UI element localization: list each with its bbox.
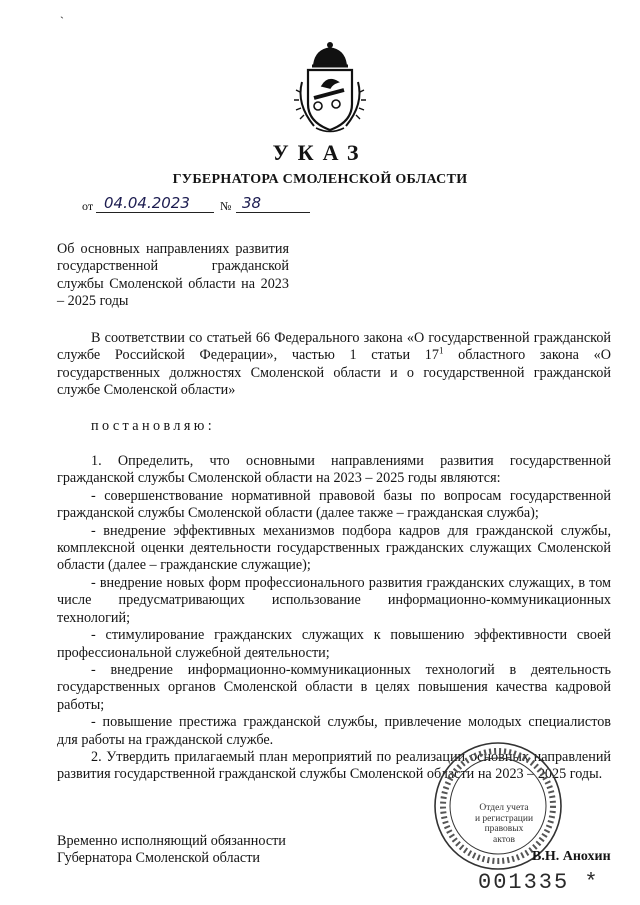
scan-mark: `: [60, 14, 64, 28]
list-item: - повышение престижа гражданской службы, привлечение молодых специалистов для работы на гражданской службе.: [57, 714, 611, 748]
list-item: - совершенствование нормативной правовой базы по вопросам государственной гражданской службы Смоленской области (далее также – гражданская служба);: [57, 487, 611, 522]
item-1: 1. Определить, что основными направлениями развития государственной гражданской службы Смоленской области на 2023 – 2025 годы являются:: [57, 453, 611, 487]
date-underline: [96, 212, 214, 213]
signer-position: Временно исполняющий обязанности Губернатора Смоленской области: [57, 833, 286, 867]
signer-name: В.Н. Анохин: [532, 849, 611, 864]
list-item: - стимулирование гражданских служащих к повышению эффективности своей профессиональной служебной деятельности;: [57, 627, 611, 661]
list-item: - внедрение информационно-коммуникационных технологий в деятельность государственных органов Смоленской области в целях повышения качества кадровой работы;: [57, 661, 611, 713]
number-underline: [236, 212, 310, 213]
coat-of-arms-icon: [292, 42, 368, 136]
document-title: УКАЗ: [272, 140, 368, 165]
registration-number: 001335 *: [478, 870, 600, 895]
list-item: - внедрение эффективных механизмов подбора кадров для гражданской службы, комплексной оценки деятельности государственных гражданских служащих Смоленской области (далее – гражданские служащие);: [57, 522, 611, 574]
superscript: 1: [438, 345, 444, 356]
date-number-line: [82, 196, 322, 216]
handwritten-number: 38: [242, 194, 262, 212]
stamp-label: Отдел учета и регистрации правовых актов: [474, 803, 534, 845]
number-label: №: [220, 199, 232, 213]
date-label: от: [82, 199, 94, 213]
item-2: 2. Утвердить прилагаемый план мероприятий по реализации основных направлений развития государственной гражданской службы Смоленской области на 2023 – 2025 годы.: [57, 748, 611, 783]
decree-body: [57, 330, 611, 784]
decree-subject: Об основных направлениях развития государственной гражданской службы Смоленской области на 2023 – 2025 годы: [57, 241, 289, 310]
preamble: В соответствии со статьей 66 Федерального закона «О государственной гражданской службе Российской Федерации», частью 1 статьи $17^1$ областного закона «О государственных должностях Смоленской области и о государственной гражданской службе Смоленской области»: [57, 330, 611, 399]
decree-word: постановляю:: [91, 417, 216, 434]
handwritten-date: 04.04.2023: [104, 194, 190, 212]
document-issuer: ГУБЕРНАТОРА СМОЛЕНСКОЙ ОБЛАСТИ: [172, 172, 468, 187]
list-item: - внедрение новых форм профессионального развития гражданских служащих, в том числе предусматривающих использование информационно-коммуникационных технологий;: [57, 574, 611, 626]
